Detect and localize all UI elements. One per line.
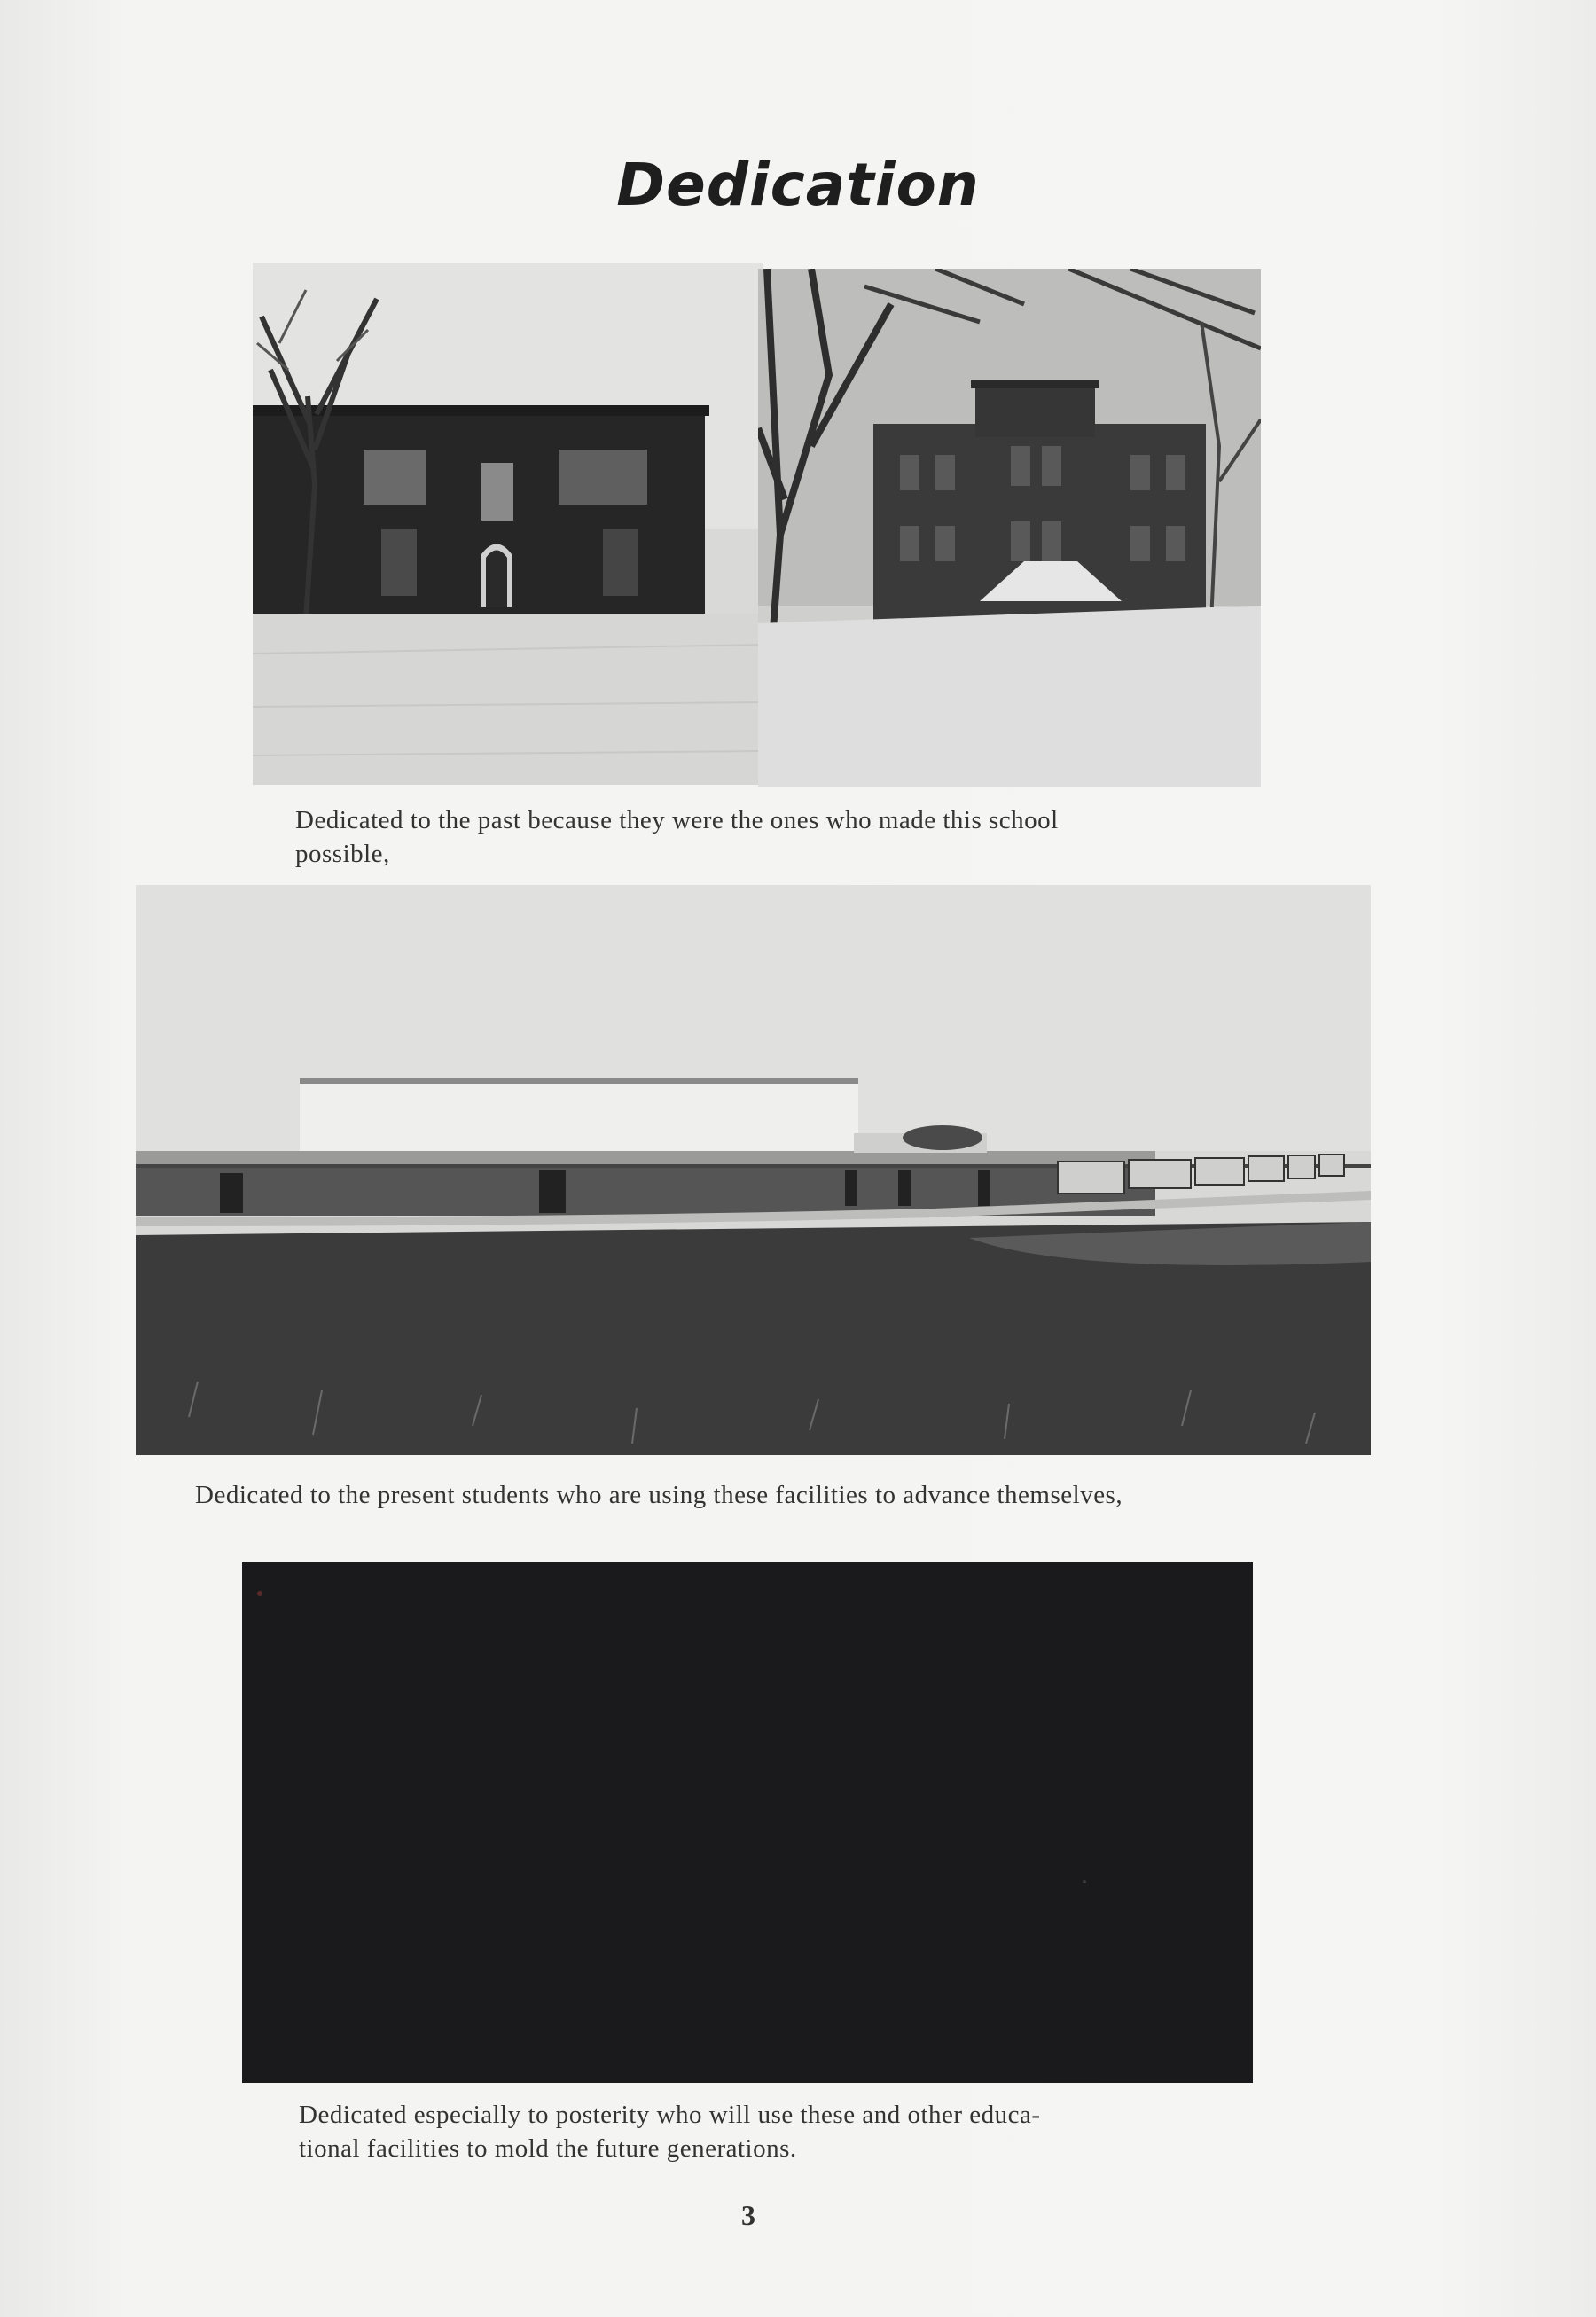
caption-past — [295, 803, 1271, 871]
new-school-photo — [136, 885, 1371, 1455]
old-school-brick-photo — [253, 263, 763, 785]
posterity-dark-photo — [242, 1562, 1253, 2083]
caption-posterity-line-1: Dedicated especially to posterity who will use these and other educa- — [299, 2101, 1041, 2129]
page-title: Dedication — [616, 151, 980, 219]
caption-past-line-2: possible, — [295, 840, 390, 868]
caption-posterity — [299, 2098, 1274, 2165]
old-school-tower-photo — [758, 269, 1261, 787]
caption-posterity-line-2: tional facilities to mold the future generations. — [299, 2134, 797, 2163]
page-number: 3 — [741, 2199, 755, 2231]
caption-past-line-1: Dedicated to the past because they were the ones who made this school — [295, 806, 1059, 834]
caption-present: Dedicated to the present students who are using these facilities to advance themselves, — [195, 1481, 1123, 1509]
